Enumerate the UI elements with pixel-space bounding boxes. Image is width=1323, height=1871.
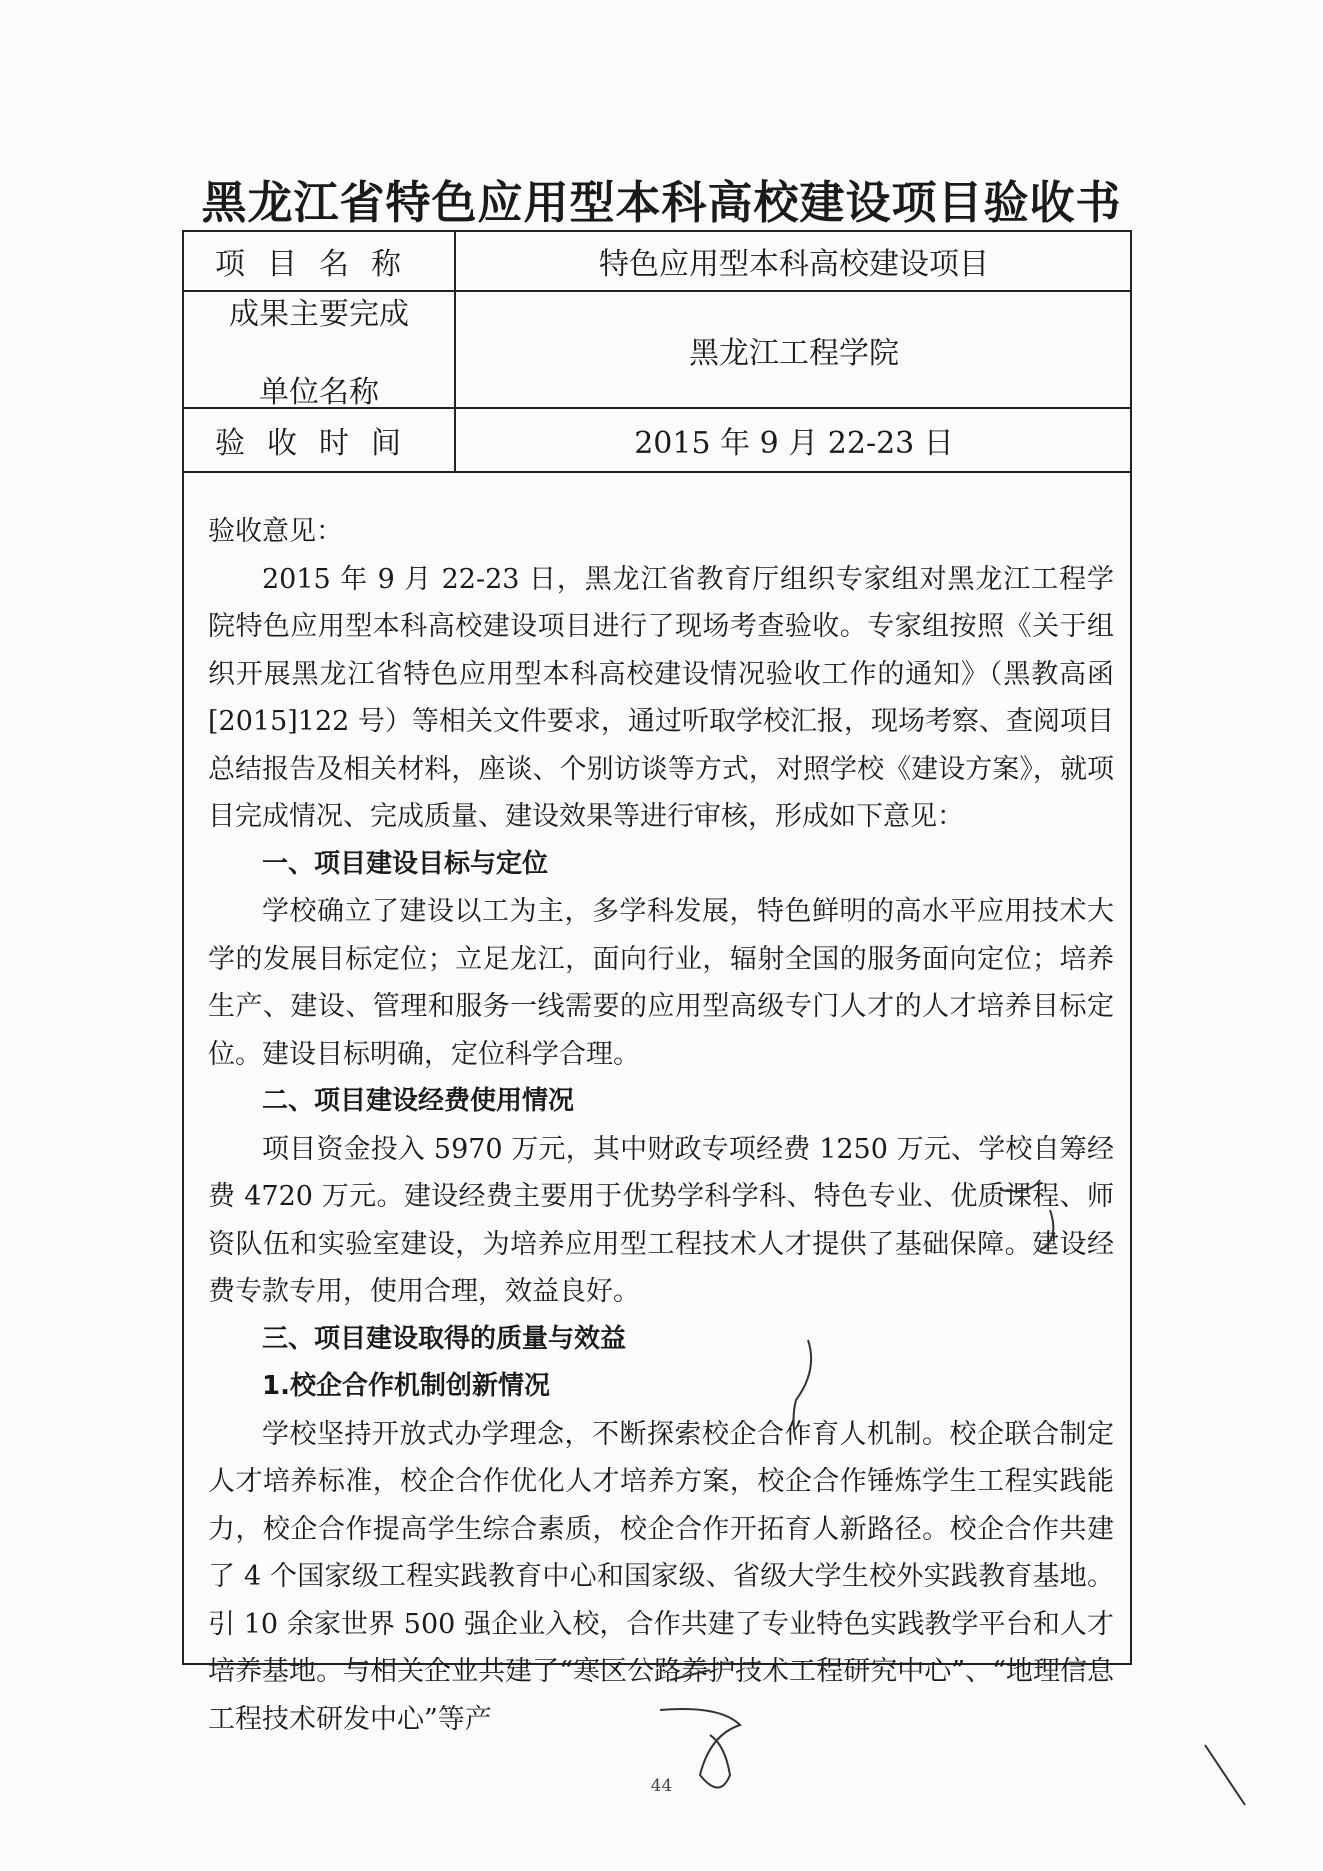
section-2-title: 二、项目建设经费使用情况 — [262, 1086, 575, 1116]
label-completing-unit: 成果主要完成 单位名称 — [229, 296, 409, 410]
opinion-intro: 2015 年 9 月 22-23 日，黑龙江省教育厅组织专家组对黑龙江工程学院特色应用型本科高校建设项目进行了现场考查验收。专家组按照《关于组织开展黑龙江省特色应用型本科高校建设情况验收工作的通知》（黑教高函[2015]122 号）等相关文件要求，通过听取学校汇报，现场考察、查阅项目总结报告及相关材料，座谈、个别访谈等方式，对照学校《建设方案》，就项目完成情况、完成质量、建设效果等进行审核，形成如下意见： — [208, 563, 1114, 832]
pen-stroke — [1040, 1210, 1053, 1250]
subsection-1-text: 学校坚持开放式办学理念，不断探索校企合作育人机制。校企联合制定人才培养标准，校企合作优化人才培养方案，校企合作锤炼学生工程实践能力，校企合作提高学生综合素质，校企合作开拓育人新路径。校企合作共建了 4 个国家级工程实践教育中心和国家级、省级大学生校外实践教育基地。引 10 余家世界 500 强企业入校，合作共建了专业特色实践教学平台和人才培养基地。与相关企业共建了“寒区公路养护技术工程研究中心”、“地理信息工程技术研发中心”等产 — [208, 1418, 1114, 1735]
pen-stroke — [1000, 1180, 1040, 1191]
pen-stroke — [794, 1340, 812, 1440]
section-1-title: 一、项目建设目标与定位 — [262, 848, 549, 879]
document-title: 黑龙江省特色应用型本科高校建设项目验收书 — [201, 176, 1122, 229]
opinion-heading: 验收意见： — [208, 516, 343, 547]
subsection-1-title: 1.校企合作机制创新情况 — [262, 1371, 550, 1401]
label-acceptance-time: 验收时间 — [215, 426, 423, 461]
value-acceptance-time: 2015 年 9 月 22-23 日 — [634, 426, 954, 461]
page-number: 44 — [650, 1776, 673, 1796]
initial-signature — [670, 1670, 710, 1680]
section-3-title: 三、项目建设取得的质量与效益 — [262, 1323, 627, 1354]
section-2-text: 项目资金投入 5970 万元，其中财政专项经费 1250 万元、学校自筹经费 4720 万元。建设经费主要用于优势学科学科、特色专业、优质课程、师资队伍和实验室建设，为培养应用型工程技术人才提供了基础保障。建设经费专款专用，使用合理，效益良好。 — [208, 1133, 1114, 1307]
value-project-name: 特色应用型本科高校建设项目 — [599, 247, 989, 282]
pen-stroke — [1205, 1745, 1245, 1805]
label-project-name: 项目名称 — [215, 247, 423, 282]
value-completing-unit: 黑龙江工程学院 — [689, 335, 899, 371]
section-1-text: 学校确立了建设以工为主，多学科发展，特色鲜明的高水平应用技术大学的发展目标定位；立足龙江，面向行业，辐射全国的服务面向定位；培养生产、建设、管理和服务一线需要的应用型高级专门人才的人才培养目标定位。建设目标明确，定位科学合理。 — [208, 896, 1114, 1070]
